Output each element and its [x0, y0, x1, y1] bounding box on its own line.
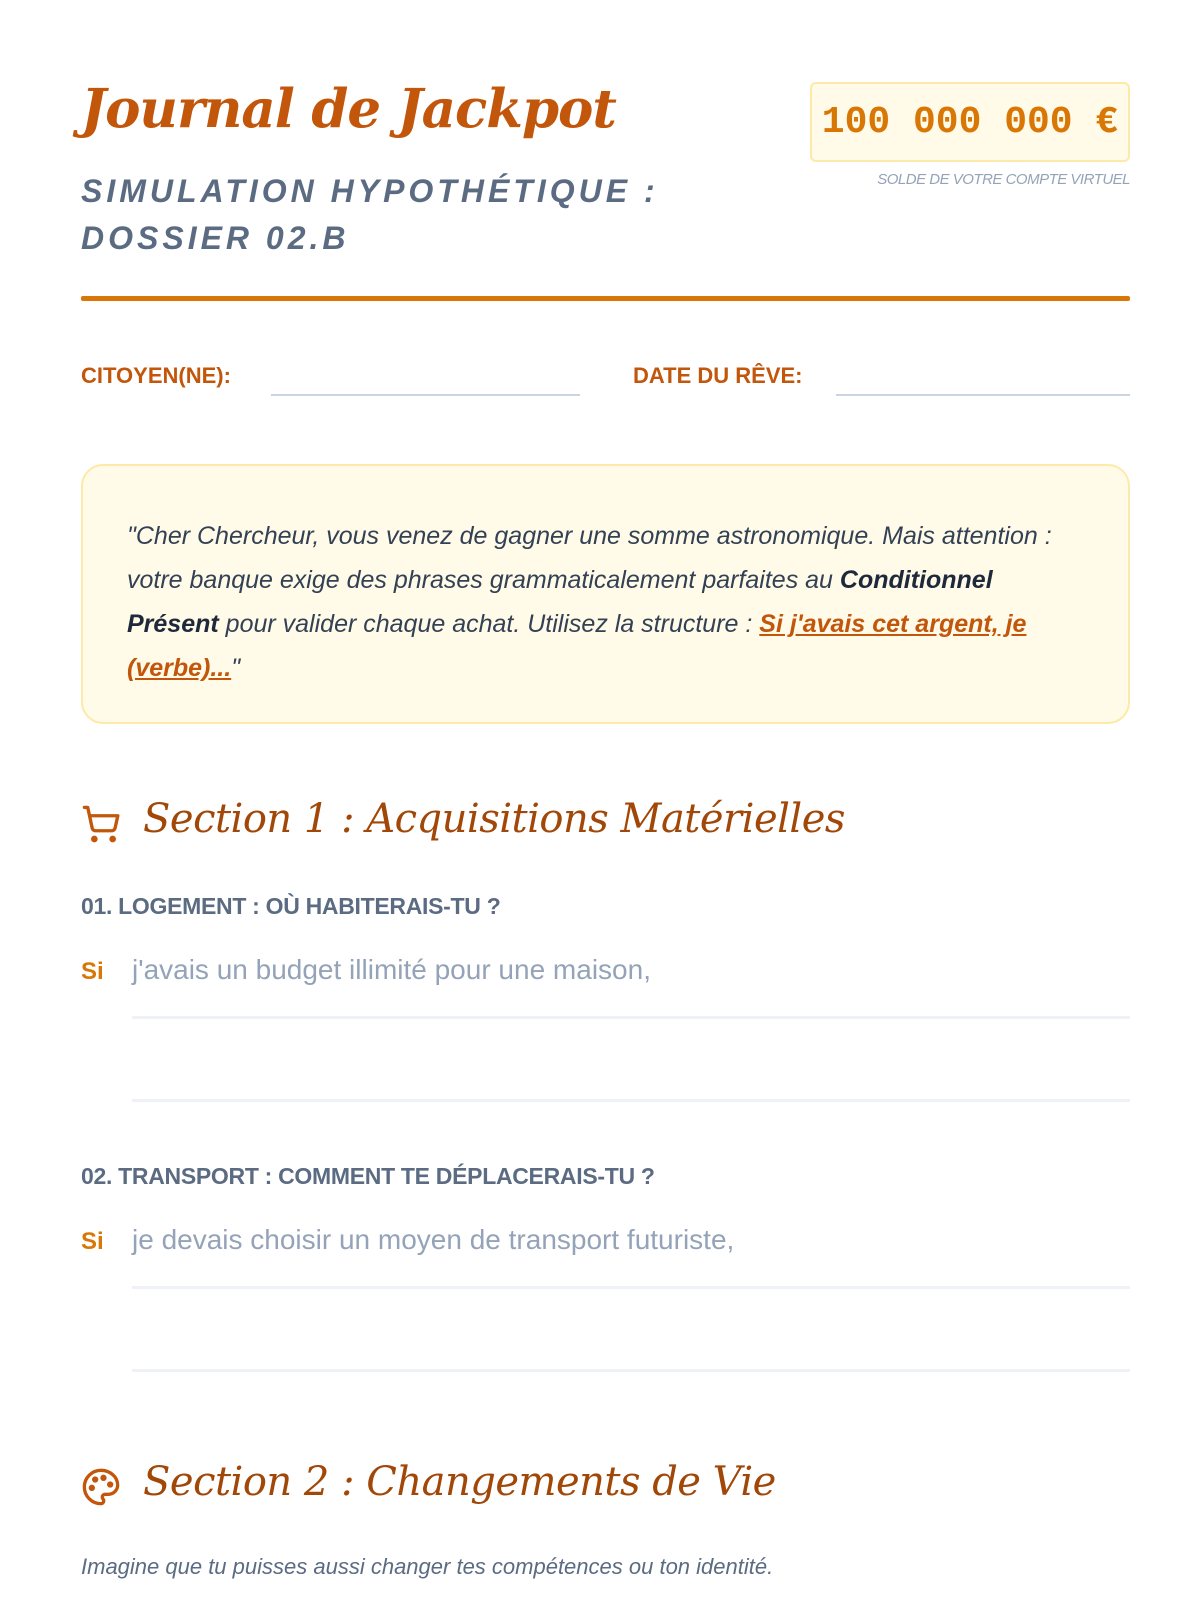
instructions-text: [127, 514, 1086, 690]
page-subtitle: SIMULATION HYPOTHÉTIQUE : DOSSIER 02.B: [81, 173, 659, 256]
balance-caption: SOLDE DE VOTRE COMPTE VIRTUEL: [877, 171, 1130, 188]
question-2-prompt: je devais choisir un moyen de transport futuriste,: [132, 1224, 735, 1255]
date-field[interactable]: [836, 394, 1130, 396]
balance-display: [810, 82, 1130, 162]
balance-amount: 100 000 000 €: [821, 100, 1119, 144]
instructions-part-3: ": [231, 654, 241, 682]
instructions-part-1: "Cher Chercheur, vous venez de gagner une somme astronomique. Mais attention : votre banque exige des phrases grammaticalement parfaites au: [127, 522, 1052, 594]
question-1-answer-line-1[interactable]: [132, 1016, 1130, 1019]
section-2-heading: [81, 1459, 1130, 1519]
header: [81, 78, 1130, 303]
question-2-label: 02. TRANSPORT : COMMENT TE DÉPLACERAIS-TU ?: [81, 1163, 655, 1189]
meta-fields: [81, 360, 1130, 400]
date-label: DATE DU RÊVE:: [633, 363, 803, 388]
instructions-card: [81, 464, 1130, 724]
header-divider: [81, 296, 1130, 301]
page-title: Journal de Jackpot: [81, 78, 616, 140]
question-1-answer-line-2[interactable]: [132, 1099, 1130, 1102]
palette-icon: [81, 1467, 121, 1507]
section-1-heading: [81, 796, 1130, 856]
instructions-part-2: pour valider chaque achat. Utilisez la structure :: [218, 610, 760, 638]
section-2-note: Imagine que tu puisses aussi changer tes compétences ou ton identité.: [81, 1554, 774, 1579]
question-2-answer-line-2[interactable]: [132, 1369, 1130, 1372]
citizen-label: CITOYEN(NE):: [81, 363, 231, 388]
question-1-label: 01. LOGEMENT : OÙ HABITERAIS-TU ?: [81, 893, 501, 919]
instructions-structure: Si j'avais cet argent, je (verbe)...: [127, 610, 1027, 682]
question-1-prompt: j'avais un budget illimité pour une maison,: [132, 954, 651, 985]
question-2-si: Si: [81, 1228, 104, 1255]
shopping-cart-icon: [81, 804, 121, 844]
section-2-title: Section 2 : Changements de Vie: [143, 1459, 776, 1505]
question-2-answer-line-1[interactable]: [132, 1286, 1130, 1289]
question-1-si: Si: [81, 958, 104, 985]
section-1-title: Section 1 : Acquisitions Matérielles: [143, 796, 845, 842]
worksheet-page: [81, 0, 1130, 1600]
citizen-field[interactable]: [271, 394, 580, 396]
instructions-emphasis: Conditionnel Présent: [127, 566, 993, 638]
